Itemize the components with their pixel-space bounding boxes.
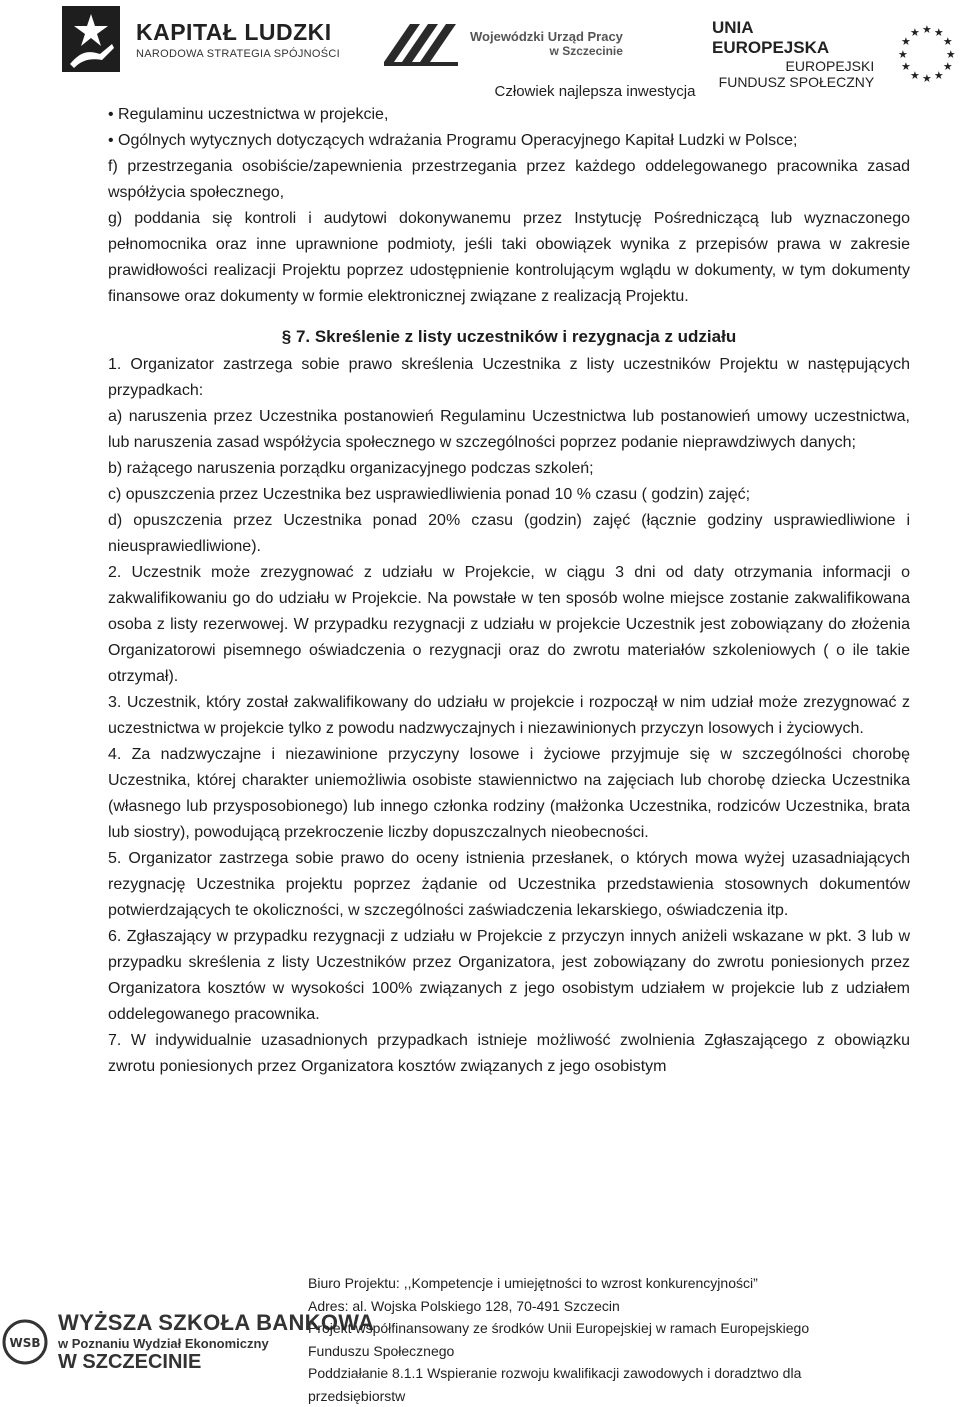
eu-stars-icon: [894, 21, 960, 87]
eu-logo: [712, 18, 960, 90]
paragraph: 2. Uczestnik może zrezygnować z udziału w Projekcie, w ciągu 3 dni od daty otrzymania informacji o zakwalifikowaniu go do udziału w Projekcie. Na powstałe w ten sposób wolne miejsce zostanie zakwalifikowana osoba z listy rezerwowej. W przypadku rezygnacji z udziału w projekcie Uczestnik jest zobowiązany do złożenia Organizatorowi pisemnego oświadczenia o rezygnacji oraz do zwrotu materiałów szkoleniowych ( o ile takie otrzymał).: [108, 560, 910, 690]
project-funding: Projekt współfinansowany ze środków Unii Europejskiej w ramach Europejskiego: [308, 1317, 908, 1340]
paragraph: 4. Za nadzwyczajne i niezawinione przyczyny losowe i życiowe przyjmuje się w szczególności chorobę Uczestnika, której charakter uniemożliwia osobiste stawiennictwo na zajęciach lub chorobę dziecka Uczestnika (własnego lub przysposobionego) lub innego członka rodziny (małżonka Uczestnika, rodziców Uczestnika, brata lub siostry), powodującą przekroczenie liczby dopuszczalnych nieobecności.: [108, 742, 910, 846]
wup-logo: [380, 18, 623, 68]
svg-text:★: ★: [943, 60, 953, 73]
svg-text:★: ★: [910, 26, 920, 39]
paragraph: c) opuszczenia przez Uczestnika bez usprawiedliwienia ponad 10 % czasu ( godzin) zajęć;: [108, 482, 910, 508]
kapital-ludzki-subtitle: NARODOWA STRATEGIA SPÓJNOŚCI: [136, 48, 340, 60]
project-subaction-cont: przedsiębiorstw: [308, 1385, 908, 1407]
svg-text:★: ★: [898, 48, 908, 61]
paragraph: 1. Organizator zastrzega sobie prawo skreślenia Uczestnika z listy uczestników Projektu w następujących przypadkach:: [108, 352, 910, 404]
list-item: g) poddania się kontroli i audytowi dokonywanemu przez Instytucję Pośredniczącą lub wyznaczonego pełnomocnika oraz inne uprawnione podmioty, jeśli taki obowiązek wynika z przepisów prawa w zakresie prawidłowości realizacji Projektu poprzez udostępnienie kontrolującym wglądu w dokumenty, w tym dokumenty finansowe oraz dokumenty w formie elektronicznej związane z realizacją Projektu.: [108, 206, 910, 310]
svg-text:★: ★: [946, 48, 956, 61]
paragraph: b) rażącego naruszenia porządku organizacyjnego podczas szkoleń;: [108, 456, 910, 482]
paragraph: a) naruszenia przez Uczestnika postanowień Regulaminu Uczestnictwa lub postanowień umowy uczestnictwa, lub naruszenia zasad współżycia społecznego w szczególności poprzez podanie nieprawdziwych danych;: [108, 404, 910, 456]
document-body: [108, 102, 910, 1080]
svg-text:WSB: WSB: [9, 1336, 40, 1350]
wsb-faculty: w Poznaniu Wydział Ekonomiczny: [58, 1336, 374, 1351]
eu-fund-line1: EUROPEJSKI: [712, 58, 874, 74]
kapital-ludzki-title: KAPITAŁ LUDZKI: [136, 19, 340, 46]
project-office: Biuro Projektu: ,,Kompetencje i umiejętności to wzrost konkurencyjności”: [308, 1272, 908, 1295]
wsb-name: WYŻSZA SZKOŁA BANKOWA: [58, 1310, 374, 1336]
paragraph: 6. Zgłaszający w przypadku rezygnacji z udziału w Projekcie z przyczyn innych aniżeli wskazane w pkt. 3 lub w przypadku skreślenia z listy Uczestników przez Organizatora, jest zobowiązany do zwrotu poniesionych przez Organizatora kosztów w wysokości 100% związanych z jego osobistym udziałem w projekcie lub z udziałem oddelegowanego pracownika.: [108, 924, 910, 1028]
eu-title: UNIA EUROPEJSKA: [712, 18, 874, 58]
project-address: Adres: al. Wojska Polskiego 128, 70-491 Szczecin: [308, 1295, 908, 1318]
svg-text:★: ★: [901, 35, 911, 48]
section-title: § 7. Skreślenie z listy uczestników i rezygnacja z udziału: [108, 324, 910, 350]
project-funding-cont: Funduszu Społecznego: [308, 1340, 908, 1363]
wup-city: w Szczecinie: [470, 44, 623, 58]
project-info: [308, 1272, 908, 1407]
eu-fund-line2: FUNDUSZ SPOŁECZNY: [712, 74, 874, 90]
svg-text:★: ★: [934, 69, 944, 82]
svg-text:★: ★: [922, 72, 932, 85]
svg-text:★: ★: [901, 60, 911, 73]
wup-emblem-icon: [380, 18, 466, 68]
svg-text:★: ★: [922, 23, 932, 36]
wsb-city: W SZCZECINIE: [58, 1351, 374, 1374]
paragraph: 7. W indywidualnie uzasadnionych przypadkach istnieje możliwość zwolnienia Zgłaszającego z obowiązku zwrotu poniesionych przez Organizatora kosztów związanych z jego osobistym: [108, 1028, 910, 1080]
paragraph: d) opuszczenia przez Uczestnika ponad 20% czasu (godzin) zajęć (łącznie godziny usprawiedliwione i nieusprawiedliwione).: [108, 508, 910, 560]
wsb-badge-icon: [2, 1319, 48, 1365]
project-subaction: Poddziałanie 8.1.1 Wspieranie rozwoju kwalifikacji zawodowych i doradztwo dla: [308, 1362, 908, 1385]
wup-name: Wojewódzki Urząd Pracy: [470, 29, 623, 44]
list-item: • Regulaminu uczestnictwa w projekcie,: [108, 102, 910, 128]
footer: [0, 1270, 960, 1401]
list-item: • Ogólnych wytycznych dotyczących wdrażania Programu Operacyjnego Kapitał Ludzki w Polsce;: [108, 128, 910, 154]
motto: Człowiek najlepsza inwestycja: [0, 83, 960, 100]
svg-text:★: ★: [943, 35, 953, 48]
svg-text:★: ★: [910, 69, 920, 82]
paragraph: 3. Uczestnik, który został zakwalifikowany do udziału w projekcie i rozpoczął w nim udział może zrezygnować z uczestnictwa w projekcie tylko z powodu nadzwyczajnych i niezawinionych przyczyn losowych i życiowych.: [108, 690, 910, 742]
header: [0, 0, 960, 80]
svg-text:★: ★: [934, 26, 944, 39]
kapital-ludzki-logo: [60, 4, 340, 74]
paragraph: 5. Organizator zastrzega sobie prawo do oceny istnienia przesłanek, o których mowa wyżej uzasadniających rezygnację Uczestnika projektu poprzez żądanie od Uczestnika przedstawienia stosownych dokumentów potwierdzających te okoliczności, w szczególności zaświadczenia lekarskiego, oświadczenia itp.: [108, 846, 910, 924]
kapital-ludzki-icon: [60, 4, 122, 74]
list-item: f) przestrzegania osobiście/zapewnienia przestrzegania przez każdego oddelegowanego pracownika zasad współżycia społecznego,: [108, 154, 910, 206]
